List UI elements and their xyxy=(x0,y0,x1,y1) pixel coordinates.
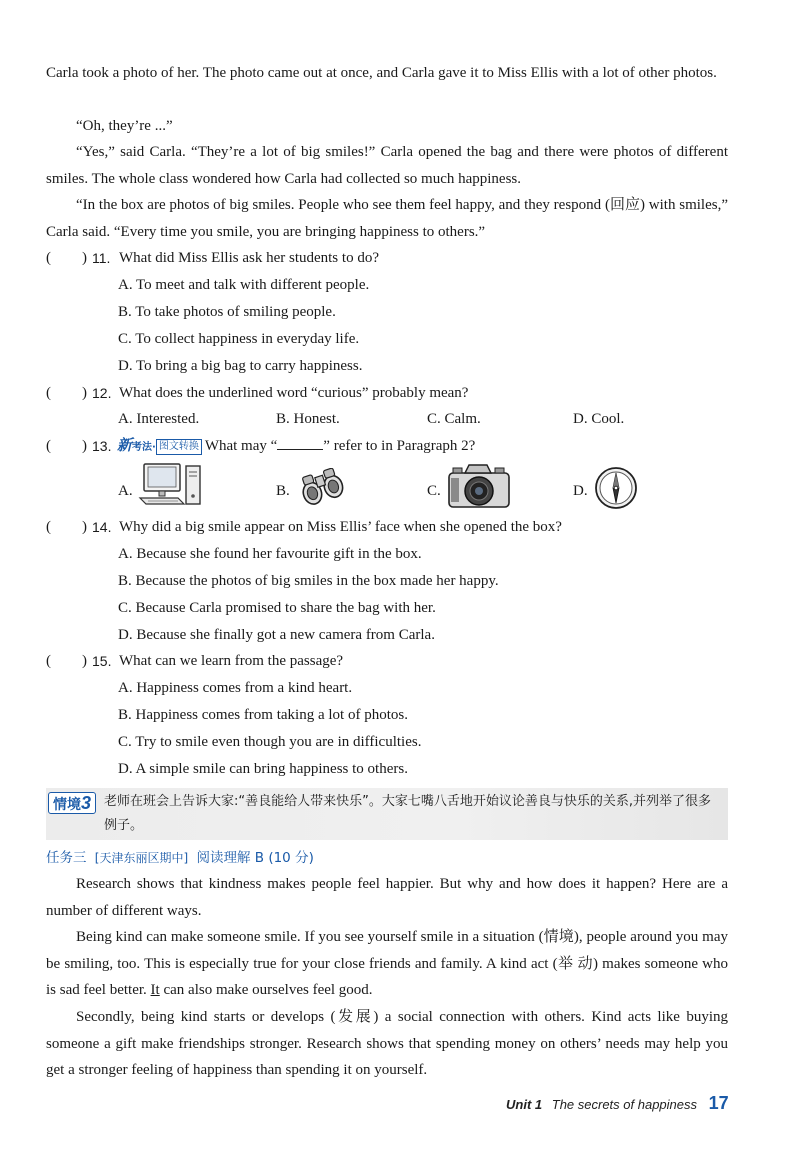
option-13-c[interactable]: C. xyxy=(427,483,441,499)
passage-b-paragraph-2 xyxy=(46,924,728,1004)
footer-unit: Unit 1 xyxy=(506,1097,543,1112)
passage-paragraph-1: Carla took a photo of her. The photo came out at once, and Carla gave it to Miss Ellis with a lot of other photos. xyxy=(46,65,717,81)
question-stem: What can we learn from the passage? xyxy=(119,653,344,669)
task-source: [天津东丽区期中] xyxy=(94,851,189,865)
kaofa-tag: 考法 xyxy=(132,442,153,453)
scenario-badge xyxy=(48,792,96,814)
question-stem: Why did a big smile appear on Miss Ellis’ face when she opened the box? xyxy=(119,519,562,535)
stem-before: What may “ xyxy=(204,438,278,454)
option-13-a[interactable]: A. xyxy=(118,483,133,499)
passage-paragraph-2: “Oh, they’re ...” xyxy=(76,118,173,134)
answer-paren-open[interactable]: ( xyxy=(46,385,51,401)
page-footer xyxy=(506,1090,729,1116)
answer-paren-close: ) xyxy=(82,250,87,266)
page-number: 17 xyxy=(708,1093,729,1113)
p2-text-before: Being kind can make someone smile. If you see yourself smile in a situation (情境), people around you may be smiling, too. This is especially true for your close friends and family. A kind act (举 动) makes someone who is sad feel better. xyxy=(46,929,728,998)
option-13-d[interactable]: D. xyxy=(573,483,588,499)
option-13-b[interactable]: B. xyxy=(276,483,290,499)
passage-paragraph-3: “Yes,” said Carla. “They’re a lot of big smiles!” Carla opened the bag and there were photos of different smiles. The whole class wondered how Carla had collected so much happiness. xyxy=(46,144,728,187)
option-12-b[interactable]: B. Honest. xyxy=(276,411,340,427)
stem-after: ” refer to in Paragraph 2? xyxy=(323,438,476,454)
fill-blank xyxy=(277,435,323,450)
scenario-text: 老师在班会上告诉大家:“善良能给人带来快乐”。大家七嘴八舌地开始议论善良与快乐的关系,并列举了很多例子。 xyxy=(104,794,711,833)
option-14-d[interactable]: D. Because she finally got a new camera from Carla. xyxy=(118,627,435,643)
task-title: 阅读理解 B xyxy=(196,850,265,866)
question-14 xyxy=(46,514,746,540)
camera-icon xyxy=(447,462,511,510)
answer-paren-close: ) xyxy=(82,653,87,669)
question-number: 15. xyxy=(92,653,112,669)
answer-paren-open[interactable]: ( xyxy=(46,519,51,535)
question-stem: What does the underlined word “curious” probably mean? xyxy=(119,385,469,401)
scenario-box xyxy=(46,788,728,840)
answer-paren-close: ) xyxy=(82,519,87,535)
question-15 xyxy=(46,648,746,674)
option-14-c[interactable]: C. Because Carla promised to share the bag with her. xyxy=(118,600,436,616)
option-11-b[interactable]: B. To take photos of smiling people. xyxy=(118,304,336,320)
question-number: 13. xyxy=(92,438,112,454)
passage-paragraph-4: “In the box are photos of big smiles. People who see them feel happy, and they respond (回应) with smiles,” Carla said. “Every time you smile, you are bringing happiness to others.” xyxy=(46,197,728,240)
option-12-d[interactable]: D. Cool. xyxy=(573,411,625,427)
underlined-word-it: It xyxy=(150,982,160,998)
task-score: (10 分) xyxy=(268,850,314,866)
option-14-a[interactable]: A. Because she found her favourite gift in the box. xyxy=(118,546,422,562)
question-stem xyxy=(117,433,475,461)
answer-paren-open[interactable]: ( xyxy=(46,250,51,266)
scenario-badge-number: 3 xyxy=(81,793,92,813)
option-15-c[interactable]: C. Try to smile even though you are in difficulties. xyxy=(118,734,422,750)
computer-icon xyxy=(138,462,206,508)
option-15-b[interactable]: B. Happiness comes from taking a lot of photos. xyxy=(118,707,408,723)
option-11-d[interactable]: D. To bring a big bag to carry happiness. xyxy=(118,358,363,374)
binoculars-icon xyxy=(296,468,348,506)
p2-text-after: can also make ourselves feel good. xyxy=(159,982,373,998)
option-15-a[interactable]: A. Happiness comes from a kind heart. xyxy=(118,680,353,696)
question-type-tag: 图文转换 xyxy=(156,439,202,455)
question-number: 12. xyxy=(92,385,112,401)
question-11 xyxy=(46,245,746,271)
task-label: 任务三 xyxy=(46,850,87,866)
answer-paren-close: ) xyxy=(82,438,87,454)
option-12-c[interactable]: C. Calm. xyxy=(427,411,481,427)
answer-paren-open[interactable]: ( xyxy=(46,438,51,454)
question-stem: What did Miss Ellis ask her students to do? xyxy=(119,250,379,266)
option-12-a[interactable]: A. Interested. xyxy=(118,411,200,427)
passage-b-paragraph-1: Research shows that kindness makes people feel happier. But why and how does it happen? Here are a number of different ways. xyxy=(46,876,728,919)
new-tag: 新 xyxy=(117,437,133,454)
question-number: 14. xyxy=(92,519,112,535)
question-number: 11. xyxy=(92,250,111,266)
answer-paren-open[interactable]: ( xyxy=(46,653,51,669)
option-15-d[interactable]: D. A simple smile can bring happiness to others. xyxy=(118,761,408,777)
scenario-badge-text: 情境 xyxy=(53,797,81,813)
answer-paren-close: ) xyxy=(82,385,87,401)
option-11-a[interactable]: A. To meet and talk with different people. xyxy=(118,277,370,293)
tag-dot: · xyxy=(152,442,156,453)
passage-b-paragraph-3: Secondly, being kind starts or develops (发展) a social connection with others. Kind acts like buying someone a gift make friendships stronger. Research shows that spending money on others’ needs may help you get a stronger feeling of happiness than spending it on yourself. xyxy=(46,1009,728,1078)
question-13 xyxy=(46,433,746,459)
option-14-b[interactable]: B. Because the photos of big smiles in the box made her happy. xyxy=(118,573,499,589)
question-12 xyxy=(46,380,746,406)
compass-icon xyxy=(594,466,638,510)
option-11-c[interactable]: C. To collect happiness in everyday life. xyxy=(118,331,360,347)
footer-title: The secrets of happiness xyxy=(551,1097,697,1112)
task-heading xyxy=(46,846,314,870)
